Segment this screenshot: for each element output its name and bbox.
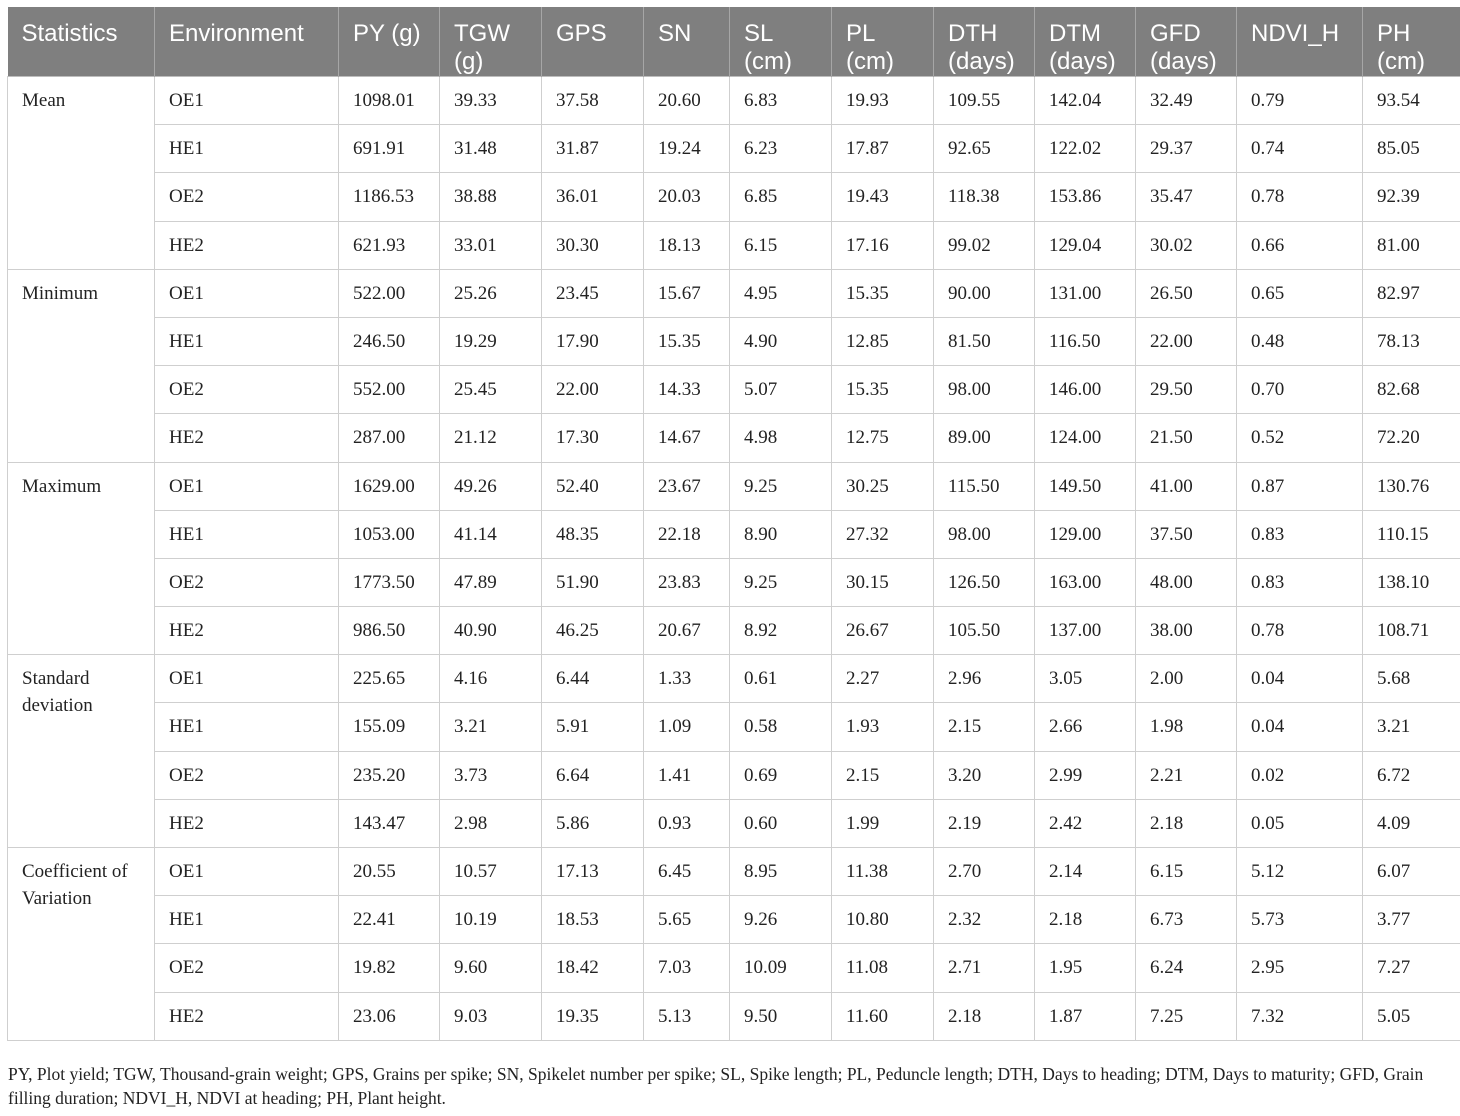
value-cell: 15.35 <box>832 269 934 317</box>
value-cell: 11.60 <box>832 992 934 1040</box>
environment-cell: HE1 <box>155 703 339 751</box>
column-header: NDVI_H <box>1237 7 1363 77</box>
value-cell: 82.68 <box>1363 366 1460 414</box>
value-cell: 110.15 <box>1363 510 1460 558</box>
value-cell: 0.83 <box>1237 510 1363 558</box>
value-cell: 30.15 <box>832 558 934 606</box>
value-cell: 691.91 <box>339 125 440 173</box>
value-cell: 129.04 <box>1035 221 1136 269</box>
value-cell: 92.39 <box>1363 173 1460 221</box>
table-row <box>8 848 1460 896</box>
value-cell: 9.26 <box>730 896 832 944</box>
value-cell: 0.65 <box>1237 269 1363 317</box>
value-cell: 2.15 <box>832 751 934 799</box>
environment-cell: OE2 <box>155 366 339 414</box>
value-cell: 149.50 <box>1035 462 1136 510</box>
value-cell: 137.00 <box>1035 607 1136 655</box>
value-cell: 22.00 <box>1136 317 1237 365</box>
environment-cell: OE2 <box>155 558 339 606</box>
table-container <box>7 7 1453 1041</box>
value-cell: 1.98 <box>1136 703 1237 751</box>
value-cell: 3.20 <box>934 751 1035 799</box>
value-cell: 0.04 <box>1237 703 1363 751</box>
value-cell: 0.74 <box>1237 125 1363 173</box>
value-cell: 1098.01 <box>339 77 440 125</box>
environment-cell: OE1 <box>155 848 339 896</box>
value-cell: 0.79 <box>1237 77 1363 125</box>
value-cell: 9.25 <box>730 462 832 510</box>
value-cell: 6.73 <box>1136 896 1237 944</box>
value-cell: 0.04 <box>1237 655 1363 703</box>
value-cell: 131.00 <box>1035 269 1136 317</box>
value-cell: 6.45 <box>644 848 730 896</box>
value-cell: 22.41 <box>339 896 440 944</box>
value-cell: 6.83 <box>730 77 832 125</box>
value-cell: 5.13 <box>644 992 730 1040</box>
value-cell: 2.98 <box>440 799 542 847</box>
value-cell: 37.50 <box>1136 510 1237 558</box>
value-cell: 0.69 <box>730 751 832 799</box>
table-row <box>8 896 1460 944</box>
value-cell: 2.18 <box>1035 896 1136 944</box>
value-cell: 0.78 <box>1237 607 1363 655</box>
value-cell: 7.32 <box>1237 992 1363 1040</box>
environment-cell: HE2 <box>155 414 339 462</box>
value-cell: 0.78 <box>1237 173 1363 221</box>
value-cell: 20.60 <box>644 77 730 125</box>
column-header: GFD (days) <box>1136 7 1237 77</box>
value-cell: 47.89 <box>440 558 542 606</box>
value-cell: 115.50 <box>934 462 1035 510</box>
value-cell: 39.33 <box>440 77 542 125</box>
value-cell: 5.05 <box>1363 992 1460 1040</box>
value-cell: 23.83 <box>644 558 730 606</box>
table-body <box>8 77 1460 1041</box>
value-cell: 2.70 <box>934 848 1035 896</box>
value-cell: 143.47 <box>339 799 440 847</box>
value-cell: 522.00 <box>339 269 440 317</box>
value-cell: 126.50 <box>934 558 1035 606</box>
value-cell: 26.50 <box>1136 269 1237 317</box>
value-cell: 90.00 <box>934 269 1035 317</box>
value-cell: 7.25 <box>1136 992 1237 1040</box>
value-cell: 41.14 <box>440 510 542 558</box>
value-cell: 26.67 <box>832 607 934 655</box>
value-cell: 93.54 <box>1363 77 1460 125</box>
value-cell: 6.64 <box>542 751 644 799</box>
value-cell: 17.90 <box>542 317 644 365</box>
value-cell: 78.13 <box>1363 317 1460 365</box>
value-cell: 25.26 <box>440 269 542 317</box>
value-cell: 15.67 <box>644 269 730 317</box>
value-cell: 7.27 <box>1363 944 1460 992</box>
value-cell: 18.13 <box>644 221 730 269</box>
value-cell: 155.09 <box>339 703 440 751</box>
value-cell: 986.50 <box>339 607 440 655</box>
value-cell: 2.21 <box>1136 751 1237 799</box>
value-cell: 7.03 <box>644 944 730 992</box>
value-cell: 3.21 <box>440 703 542 751</box>
value-cell: 48.35 <box>542 510 644 558</box>
value-cell: 20.67 <box>644 607 730 655</box>
value-cell: 30.02 <box>1136 221 1237 269</box>
environment-cell: OE1 <box>155 269 339 317</box>
table-row <box>8 173 1460 221</box>
value-cell: 92.65 <box>934 125 1035 173</box>
value-cell: 5.68 <box>1363 655 1460 703</box>
value-cell: 2.19 <box>934 799 1035 847</box>
value-cell: 3.73 <box>440 751 542 799</box>
value-cell: 8.95 <box>730 848 832 896</box>
environment-cell: HE1 <box>155 125 339 173</box>
value-cell: 1186.53 <box>339 173 440 221</box>
value-cell: 1.87 <box>1035 992 1136 1040</box>
value-cell: 0.66 <box>1237 221 1363 269</box>
column-header: Environment <box>155 7 339 77</box>
value-cell: 21.12 <box>440 414 542 462</box>
value-cell: 130.76 <box>1363 462 1460 510</box>
value-cell: 72.20 <box>1363 414 1460 462</box>
value-cell: 4.09 <box>1363 799 1460 847</box>
value-cell: 0.70 <box>1237 366 1363 414</box>
value-cell: 6.85 <box>730 173 832 221</box>
environment-cell: HE1 <box>155 317 339 365</box>
value-cell: 27.32 <box>832 510 934 558</box>
value-cell: 10.80 <box>832 896 934 944</box>
value-cell: 1629.00 <box>339 462 440 510</box>
environment-cell: HE1 <box>155 896 339 944</box>
value-cell: 10.09 <box>730 944 832 992</box>
value-cell: 32.49 <box>1136 77 1237 125</box>
value-cell: 108.71 <box>1363 607 1460 655</box>
column-header: TGW (g) <box>440 7 542 77</box>
value-cell: 0.02 <box>1237 751 1363 799</box>
table-row <box>8 317 1460 365</box>
value-cell: 48.00 <box>1136 558 1237 606</box>
value-cell: 2.14 <box>1035 848 1136 896</box>
value-cell: 2.15 <box>934 703 1035 751</box>
value-cell: 23.67 <box>644 462 730 510</box>
value-cell: 82.97 <box>1363 269 1460 317</box>
value-cell: 10.19 <box>440 896 542 944</box>
value-cell: 0.48 <box>1237 317 1363 365</box>
value-cell: 37.58 <box>542 77 644 125</box>
value-cell: 29.50 <box>1136 366 1237 414</box>
value-cell: 552.00 <box>339 366 440 414</box>
value-cell: 2.96 <box>934 655 1035 703</box>
column-header: PH (cm) <box>1363 7 1460 77</box>
value-cell: 17.16 <box>832 221 934 269</box>
value-cell: 4.90 <box>730 317 832 365</box>
value-cell: 33.01 <box>440 221 542 269</box>
value-cell: 17.30 <box>542 414 644 462</box>
value-cell: 98.00 <box>934 366 1035 414</box>
value-cell: 5.65 <box>644 896 730 944</box>
statistic-label: Maximum <box>8 462 155 655</box>
column-header: PL (cm) <box>832 7 934 77</box>
value-cell: 31.87 <box>542 125 644 173</box>
value-cell: 11.08 <box>832 944 934 992</box>
value-cell: 85.05 <box>1363 125 1460 173</box>
value-cell: 10.57 <box>440 848 542 896</box>
value-cell: 146.00 <box>1035 366 1136 414</box>
value-cell: 2.00 <box>1136 655 1237 703</box>
table-row <box>8 751 1460 799</box>
value-cell: 6.23 <box>730 125 832 173</box>
value-cell: 0.87 <box>1237 462 1363 510</box>
value-cell: 122.02 <box>1035 125 1136 173</box>
column-header: DTM (days) <box>1035 7 1136 77</box>
value-cell: 46.25 <box>542 607 644 655</box>
value-cell: 9.03 <box>440 992 542 1040</box>
environment-cell: HE1 <box>155 510 339 558</box>
value-cell: 9.60 <box>440 944 542 992</box>
value-cell: 41.00 <box>1136 462 1237 510</box>
value-cell: 2.99 <box>1035 751 1136 799</box>
value-cell: 9.50 <box>730 992 832 1040</box>
value-cell: 11.38 <box>832 848 934 896</box>
column-header: Statistics <box>8 7 155 77</box>
table-row <box>8 944 1460 992</box>
value-cell: 4.95 <box>730 269 832 317</box>
value-cell: 19.29 <box>440 317 542 365</box>
value-cell: 1.09 <box>644 703 730 751</box>
value-cell: 1.93 <box>832 703 934 751</box>
value-cell: 18.53 <box>542 896 644 944</box>
environment-cell: OE1 <box>155 655 339 703</box>
value-cell: 2.18 <box>1136 799 1237 847</box>
statistic-label: Coefficient of Variation <box>8 848 155 1041</box>
value-cell: 19.24 <box>644 125 730 173</box>
table-row <box>8 125 1460 173</box>
value-cell: 2.95 <box>1237 944 1363 992</box>
value-cell: 38.88 <box>440 173 542 221</box>
statistics-table <box>7 7 1460 1041</box>
value-cell: 3.77 <box>1363 896 1460 944</box>
value-cell: 23.45 <box>542 269 644 317</box>
value-cell: 0.93 <box>644 799 730 847</box>
value-cell: 2.27 <box>832 655 934 703</box>
value-cell: 31.48 <box>440 125 542 173</box>
table-row <box>8 269 1460 317</box>
value-cell: 20.55 <box>339 848 440 896</box>
value-cell: 138.10 <box>1363 558 1460 606</box>
value-cell: 19.82 <box>339 944 440 992</box>
value-cell: 3.05 <box>1035 655 1136 703</box>
statistic-label: Mean <box>8 77 155 270</box>
value-cell: 1.95 <box>1035 944 1136 992</box>
value-cell: 30.30 <box>542 221 644 269</box>
value-cell: 6.15 <box>730 221 832 269</box>
value-cell: 98.00 <box>934 510 1035 558</box>
environment-cell: OE2 <box>155 173 339 221</box>
value-cell: 0.05 <box>1237 799 1363 847</box>
value-cell: 22.00 <box>542 366 644 414</box>
value-cell: 246.50 <box>339 317 440 365</box>
value-cell: 163.00 <box>1035 558 1136 606</box>
value-cell: 19.35 <box>542 992 644 1040</box>
statistic-label: Standard deviation <box>8 655 155 848</box>
value-cell: 49.26 <box>440 462 542 510</box>
table-row <box>8 607 1460 655</box>
value-cell: 2.42 <box>1035 799 1136 847</box>
environment-cell: OE2 <box>155 751 339 799</box>
value-cell: 3.21 <box>1363 703 1460 751</box>
value-cell: 12.75 <box>832 414 934 462</box>
value-cell: 5.12 <box>1237 848 1363 896</box>
value-cell: 124.00 <box>1035 414 1136 462</box>
value-cell: 118.38 <box>934 173 1035 221</box>
environment-cell: OE1 <box>155 77 339 125</box>
value-cell: 0.83 <box>1237 558 1363 606</box>
value-cell: 109.55 <box>934 77 1035 125</box>
value-cell: 6.07 <box>1363 848 1460 896</box>
value-cell: 5.73 <box>1237 896 1363 944</box>
value-cell: 142.04 <box>1035 77 1136 125</box>
value-cell: 17.13 <box>542 848 644 896</box>
environment-cell: HE2 <box>155 992 339 1040</box>
value-cell: 0.60 <box>730 799 832 847</box>
value-cell: 6.72 <box>1363 751 1460 799</box>
value-cell: 30.25 <box>832 462 934 510</box>
value-cell: 6.44 <box>542 655 644 703</box>
value-cell: 40.90 <box>440 607 542 655</box>
value-cell: 0.61 <box>730 655 832 703</box>
environment-cell: OE2 <box>155 944 339 992</box>
value-cell: 8.92 <box>730 607 832 655</box>
column-header: PY (g) <box>339 7 440 77</box>
value-cell: 14.33 <box>644 366 730 414</box>
value-cell: 19.43 <box>832 173 934 221</box>
value-cell: 225.65 <box>339 655 440 703</box>
column-header: DTH (days) <box>934 7 1035 77</box>
value-cell: 0.52 <box>1237 414 1363 462</box>
value-cell: 1773.50 <box>339 558 440 606</box>
value-cell: 105.50 <box>934 607 1035 655</box>
value-cell: 22.18 <box>644 510 730 558</box>
table-row <box>8 558 1460 606</box>
value-cell: 5.91 <box>542 703 644 751</box>
table-header-row <box>8 7 1460 77</box>
value-cell: 17.87 <box>832 125 934 173</box>
value-cell: 36.01 <box>542 173 644 221</box>
value-cell: 9.25 <box>730 558 832 606</box>
value-cell: 621.93 <box>339 221 440 269</box>
value-cell: 287.00 <box>339 414 440 462</box>
value-cell: 153.86 <box>1035 173 1136 221</box>
table-row <box>8 510 1460 558</box>
value-cell: 0.58 <box>730 703 832 751</box>
table-row <box>8 77 1460 125</box>
value-cell: 5.86 <box>542 799 644 847</box>
statistic-label: Minimum <box>8 269 155 462</box>
value-cell: 2.18 <box>934 992 1035 1040</box>
value-cell: 14.67 <box>644 414 730 462</box>
value-cell: 23.06 <box>339 992 440 1040</box>
value-cell: 19.93 <box>832 77 934 125</box>
value-cell: 6.24 <box>1136 944 1237 992</box>
environment-cell: OE1 <box>155 462 339 510</box>
value-cell: 235.20 <box>339 751 440 799</box>
value-cell: 129.00 <box>1035 510 1136 558</box>
value-cell: 2.32 <box>934 896 1035 944</box>
table-row <box>8 462 1460 510</box>
value-cell: 52.40 <box>542 462 644 510</box>
value-cell: 1.99 <box>832 799 934 847</box>
value-cell: 81.50 <box>934 317 1035 365</box>
value-cell: 116.50 <box>1035 317 1136 365</box>
value-cell: 1053.00 <box>339 510 440 558</box>
column-header: SL (cm) <box>730 7 832 77</box>
value-cell: 21.50 <box>1136 414 1237 462</box>
value-cell: 8.90 <box>730 510 832 558</box>
value-cell: 2.66 <box>1035 703 1136 751</box>
value-cell: 18.42 <box>542 944 644 992</box>
table-row <box>8 366 1460 414</box>
value-cell: 12.85 <box>832 317 934 365</box>
value-cell: 4.16 <box>440 655 542 703</box>
value-cell: 4.98 <box>730 414 832 462</box>
value-cell: 89.00 <box>934 414 1035 462</box>
table-row <box>8 992 1460 1040</box>
value-cell: 20.03 <box>644 173 730 221</box>
environment-cell: HE2 <box>155 607 339 655</box>
table-row <box>8 703 1460 751</box>
environment-cell: HE2 <box>155 221 339 269</box>
value-cell: 15.35 <box>644 317 730 365</box>
table-row <box>8 655 1460 703</box>
value-cell: 15.35 <box>832 366 934 414</box>
value-cell: 51.90 <box>542 558 644 606</box>
column-header: SN <box>644 7 730 77</box>
table-row <box>8 799 1460 847</box>
value-cell: 5.07 <box>730 366 832 414</box>
value-cell: 29.37 <box>1136 125 1237 173</box>
value-cell: 6.15 <box>1136 848 1237 896</box>
table-row <box>8 221 1460 269</box>
table-footnote: PY, Plot yield; TGW, Thousand-grain weight; GPS, Grains per spike; SN, Spikelet number per spike; SL, Spike length; PL, Peduncle length; DTH, Days to heading; DTM, Days to maturity; GFD, Grain filling duration; NDVI_H, NDVI at heading; PH, Plant height. <box>8 1064 1424 1108</box>
table-row <box>8 414 1460 462</box>
value-cell: 35.47 <box>1136 173 1237 221</box>
value-cell: 25.45 <box>440 366 542 414</box>
value-cell: 81.00 <box>1363 221 1460 269</box>
value-cell: 1.41 <box>644 751 730 799</box>
value-cell: 2.71 <box>934 944 1035 992</box>
environment-cell: HE2 <box>155 799 339 847</box>
value-cell: 1.33 <box>644 655 730 703</box>
value-cell: 99.02 <box>934 221 1035 269</box>
column-header: GPS <box>542 7 644 77</box>
value-cell: 38.00 <box>1136 607 1237 655</box>
